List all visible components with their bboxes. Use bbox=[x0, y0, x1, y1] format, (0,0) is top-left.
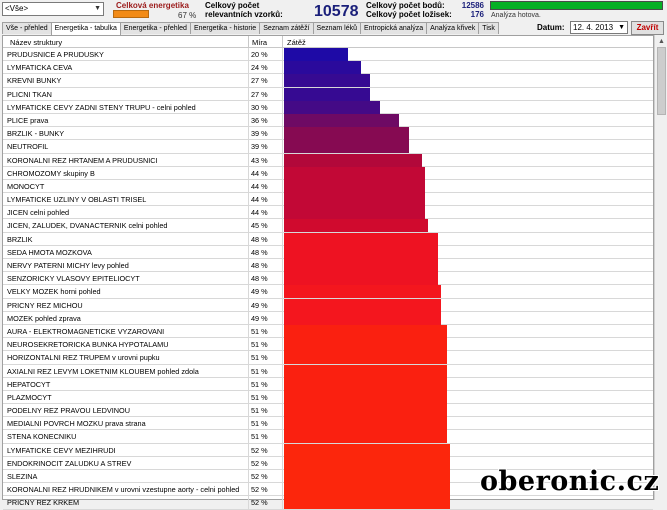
energy-percent: 67 % bbox=[178, 11, 197, 20]
cell-divider bbox=[282, 88, 283, 101]
cell-divider bbox=[282, 457, 283, 470]
cell-divider bbox=[248, 404, 249, 417]
analysis-progress-bar bbox=[490, 1, 663, 10]
date-value: 12. 4. 2013 bbox=[573, 23, 614, 32]
measure-value: 52 % bbox=[251, 458, 268, 468]
chevron-down-icon: ▼ bbox=[618, 24, 625, 31]
cell-divider bbox=[248, 430, 249, 443]
table-row[interactable] bbox=[3, 259, 653, 272]
cell-divider bbox=[282, 404, 283, 417]
cell-divider bbox=[248, 312, 249, 325]
date-label: Datum: bbox=[537, 23, 565, 32]
measure-value: 36 % bbox=[251, 115, 268, 125]
structure-name: AURA - ELEKTROMAGNETICKE VYZAROVANI bbox=[7, 326, 165, 336]
cell-divider bbox=[248, 167, 249, 180]
tab-item[interactable]: Energetika - tabulka bbox=[51, 22, 121, 35]
load-bar bbox=[284, 299, 441, 312]
analysis-status: Analýza hotova. bbox=[491, 12, 541, 19]
load-bar bbox=[284, 206, 425, 219]
measure-value: 39 % bbox=[251, 142, 268, 152]
measure-value: 51 % bbox=[251, 340, 268, 350]
table-row[interactable] bbox=[3, 351, 653, 364]
top-status-bar bbox=[0, 0, 667, 22]
cell-divider bbox=[248, 338, 249, 351]
column-divider[interactable] bbox=[282, 36, 283, 48]
cell-divider bbox=[282, 365, 283, 378]
table-row[interactable] bbox=[3, 193, 653, 206]
load-bar bbox=[284, 457, 450, 470]
cell-divider bbox=[282, 351, 283, 364]
cell-divider bbox=[282, 417, 283, 430]
structure-name: PRICNY REZ KRKEM bbox=[7, 498, 80, 508]
table-row[interactable] bbox=[3, 404, 653, 417]
load-bar bbox=[284, 88, 370, 101]
measure-value: 49 % bbox=[251, 287, 268, 297]
cell-divider bbox=[282, 233, 283, 246]
table-row[interactable] bbox=[3, 101, 653, 114]
table-row[interactable] bbox=[3, 219, 653, 232]
load-bar bbox=[284, 167, 425, 180]
load-bar bbox=[284, 496, 450, 509]
table-row[interactable] bbox=[3, 338, 653, 351]
cell-divider bbox=[282, 272, 283, 285]
table-row[interactable] bbox=[3, 430, 653, 443]
structure-name: PLAZMOCYT bbox=[7, 392, 52, 402]
cell-divider bbox=[248, 193, 249, 206]
cell-divider bbox=[248, 154, 249, 167]
cell-divider bbox=[282, 127, 283, 140]
samples-label-line2: relevantních vzorků: bbox=[205, 10, 283, 19]
column-header-load[interactable]: Zátěž bbox=[287, 38, 306, 47]
measure-value: 27 % bbox=[251, 76, 268, 86]
cell-divider bbox=[248, 259, 249, 272]
measure-value: 48 % bbox=[251, 234, 268, 244]
load-bar bbox=[284, 61, 361, 74]
cell-divider bbox=[282, 312, 283, 325]
cell-divider bbox=[248, 378, 249, 391]
tab-item[interactable]: Seznam léků bbox=[313, 22, 361, 34]
cell-divider bbox=[248, 470, 249, 483]
cell-divider bbox=[248, 365, 249, 378]
structure-name: SLEZINA bbox=[7, 472, 38, 481]
load-bar bbox=[284, 48, 348, 61]
measure-value: 51 % bbox=[251, 406, 268, 416]
load-bar bbox=[284, 140, 409, 153]
structure-name: MOZEK pohled zprava bbox=[7, 313, 81, 323]
load-bar bbox=[284, 338, 447, 351]
table-row[interactable] bbox=[3, 88, 653, 101]
tab-item[interactable]: Analýza křivek bbox=[426, 22, 479, 34]
measure-value: 39 % bbox=[251, 129, 268, 139]
table-row[interactable] bbox=[3, 48, 653, 61]
structure-name: BRZLIK bbox=[7, 234, 33, 244]
scroll-up-icon[interactable]: ▲ bbox=[658, 38, 665, 45]
tab-item[interactable]: Seznam zátěží bbox=[259, 22, 313, 34]
cell-divider bbox=[282, 496, 283, 509]
cell-divider bbox=[248, 127, 249, 140]
cell-divider bbox=[248, 417, 249, 430]
cell-divider bbox=[282, 430, 283, 443]
cell-divider bbox=[282, 180, 283, 193]
measure-value: 51 % bbox=[251, 392, 268, 402]
cell-divider bbox=[248, 325, 249, 338]
structure-name: PLICNI TKAN bbox=[7, 89, 52, 99]
measure-value: 44 % bbox=[251, 208, 268, 218]
structure-name: LYMFATICKE CEVY ZADNI STENY TRUPU - celni pohled bbox=[7, 102, 196, 112]
structure-name: MEDIALNI POVRCH MOZKU prava strana bbox=[7, 419, 146, 429]
cell-divider bbox=[248, 444, 249, 457]
tab-item[interactable]: Vše - přehled bbox=[2, 22, 52, 34]
load-bar bbox=[284, 325, 447, 338]
structure-name: JICEN celni pohled bbox=[7, 208, 70, 218]
measure-value: 44 % bbox=[251, 168, 268, 178]
load-bar bbox=[284, 114, 399, 127]
cell-divider bbox=[282, 299, 283, 312]
table-row[interactable] bbox=[3, 444, 653, 457]
cell-divider bbox=[282, 140, 283, 153]
points-label: Celkový počet bodů: bbox=[366, 1, 445, 10]
samples-label bbox=[205, 1, 305, 19]
table-row[interactable] bbox=[3, 61, 653, 74]
structure-name: SENZORICKY VLASOVY EPITELIOCYT bbox=[7, 274, 140, 284]
table-row[interactable] bbox=[3, 154, 653, 167]
cell-divider bbox=[248, 246, 249, 259]
load-bar bbox=[284, 259, 438, 272]
structure-name: PLICE prava bbox=[7, 115, 49, 125]
measure-value: 30 % bbox=[251, 102, 268, 112]
measure-value: 51 % bbox=[251, 366, 268, 376]
cell-divider bbox=[282, 114, 283, 127]
tab-item[interactable]: Tisk bbox=[478, 22, 499, 34]
measure-value: 51 % bbox=[251, 432, 268, 442]
measure-value: 48 % bbox=[251, 247, 268, 257]
structure-name: KREVNI BUNKY bbox=[7, 76, 62, 86]
measure-value: 52 % bbox=[251, 485, 268, 495]
cell-divider bbox=[282, 219, 283, 232]
tab-item[interactable]: Energetika - historie bbox=[190, 22, 260, 34]
cell-divider bbox=[248, 219, 249, 232]
structure-name: VELKY MOZEK horni pohled bbox=[7, 287, 101, 297]
table-header bbox=[3, 36, 653, 48]
measure-value: 49 % bbox=[251, 313, 268, 323]
structure-name: KORONALNI REZ HRTANEM A PRUDUSNICI bbox=[7, 155, 158, 165]
cell-divider bbox=[248, 483, 249, 496]
cell-divider bbox=[248, 496, 249, 509]
cell-divider bbox=[248, 391, 249, 404]
measure-value: 45 % bbox=[251, 221, 268, 231]
table-row[interactable] bbox=[3, 365, 653, 378]
load-bar bbox=[284, 180, 425, 193]
measure-value: 24 % bbox=[251, 63, 268, 73]
structure-name: MONOCYT bbox=[7, 181, 45, 191]
cell-divider bbox=[282, 246, 283, 259]
cell-divider bbox=[282, 259, 283, 272]
measure-value: 52 % bbox=[251, 445, 268, 455]
watermark-logo: oberonic.cz bbox=[480, 466, 660, 497]
load-bar bbox=[284, 312, 441, 325]
cell-divider bbox=[248, 351, 249, 364]
column-header-name[interactable]: Název struktury bbox=[10, 38, 63, 47]
cell-divider bbox=[248, 233, 249, 246]
cell-divider bbox=[282, 74, 283, 87]
structure-name: HORIZONTALNI REZ TRUPEM v urovni pupku bbox=[7, 353, 160, 363]
cell-divider bbox=[282, 154, 283, 167]
measure-value: 51 % bbox=[251, 353, 268, 363]
cell-divider bbox=[282, 338, 283, 351]
table-row[interactable] bbox=[3, 180, 653, 193]
cell-divider bbox=[282, 378, 283, 391]
table-row[interactable] bbox=[3, 233, 653, 246]
measure-value: 48 % bbox=[251, 261, 268, 270]
cell-divider bbox=[248, 285, 249, 298]
measure-value: 52 % bbox=[251, 498, 268, 508]
column-header-measure[interactable]: Míra bbox=[252, 38, 267, 47]
measure-value: 48 % bbox=[251, 274, 268, 284]
structure-name: KORONALNI REZ HRUDNIKEM v urovni vzestupne aorty - celni pohled bbox=[7, 485, 240, 495]
table-row[interactable] bbox=[3, 496, 653, 509]
filter-value: <Vše> bbox=[5, 4, 29, 13]
cell-divider bbox=[282, 193, 283, 206]
table-row[interactable] bbox=[3, 312, 653, 325]
load-bar bbox=[284, 404, 447, 417]
sites-label: Celkový počet ložisek: bbox=[366, 10, 452, 19]
measure-value: 51 % bbox=[251, 419, 268, 429]
load-bar bbox=[284, 444, 450, 457]
table-row[interactable] bbox=[3, 114, 653, 127]
load-bar bbox=[284, 127, 409, 140]
cell-divider bbox=[248, 457, 249, 470]
measure-value: 20 % bbox=[251, 50, 268, 59]
table-body bbox=[3, 48, 653, 510]
structure-name: LYMFATICKA CEVA bbox=[7, 63, 73, 73]
cell-divider bbox=[282, 470, 283, 483]
load-bar bbox=[284, 378, 447, 391]
chevron-down-icon: ▼ bbox=[94, 5, 101, 12]
load-bar bbox=[284, 193, 425, 206]
cell-divider bbox=[248, 114, 249, 127]
structure-name: NERVY PATERNI MICHY levy pohled bbox=[7, 261, 129, 270]
load-bar bbox=[284, 285, 441, 298]
cell-divider bbox=[282, 325, 283, 338]
measure-value: 44 % bbox=[251, 195, 268, 205]
load-bar bbox=[284, 391, 447, 404]
measure-value: 51 % bbox=[251, 379, 268, 389]
load-bar bbox=[284, 483, 450, 496]
cell-divider bbox=[282, 167, 283, 180]
table-row[interactable] bbox=[3, 167, 653, 180]
structure-name: STENA KONECNIKU bbox=[7, 432, 77, 442]
table-row[interactable] bbox=[3, 74, 653, 87]
table-row[interactable] bbox=[3, 378, 653, 391]
measure-value: 44 % bbox=[251, 181, 268, 191]
vertical-scrollbar[interactable] bbox=[654, 35, 667, 500]
structure-name: SEDA HMOTA MOZKOVA bbox=[7, 247, 92, 257]
load-bar bbox=[284, 74, 370, 87]
cell-divider bbox=[282, 483, 283, 496]
structure-name: PRUDUSNICE A PRUDUSKY bbox=[7, 50, 104, 59]
samples-value: 10578 bbox=[314, 3, 359, 20]
cell-divider bbox=[248, 74, 249, 87]
table-row[interactable] bbox=[3, 391, 653, 404]
structure-name: NEUTROFIL bbox=[7, 142, 49, 152]
counts-labels bbox=[366, 1, 452, 19]
cell-divider bbox=[282, 206, 283, 219]
table-row[interactable] bbox=[3, 127, 653, 140]
cell-divider bbox=[248, 272, 249, 285]
measure-value: 51 % bbox=[251, 326, 268, 336]
table-row[interactable] bbox=[3, 299, 653, 312]
samples-label-line1: Celkový počet bbox=[205, 1, 260, 10]
cell-divider bbox=[248, 299, 249, 312]
tab-item[interactable]: Entropická analýza bbox=[360, 22, 427, 34]
column-divider[interactable] bbox=[248, 36, 249, 48]
load-bar bbox=[284, 365, 447, 378]
tab-strip bbox=[2, 22, 498, 34]
table-row[interactable] bbox=[3, 140, 653, 153]
table-row[interactable] bbox=[3, 206, 653, 219]
filter-dropdown[interactable] bbox=[2, 2, 104, 16]
measure-value: 49 % bbox=[251, 300, 268, 310]
structure-name: HEPATOCYT bbox=[7, 379, 51, 389]
cell-divider bbox=[282, 444, 283, 457]
table-row[interactable] bbox=[3, 272, 653, 285]
cell-divider bbox=[282, 391, 283, 404]
cell-divider bbox=[282, 285, 283, 298]
energy-level-bar bbox=[113, 10, 149, 18]
cell-divider bbox=[248, 206, 249, 219]
structure-name: CHROMOZOMY skupiny B bbox=[7, 168, 95, 178]
table-row[interactable] bbox=[3, 325, 653, 338]
date-picker[interactable] bbox=[570, 21, 628, 34]
load-bar bbox=[284, 430, 447, 443]
scrollbar-thumb[interactable] bbox=[657, 47, 666, 115]
structure-name: JICEN, ZALUDEK, DVANACTERNIK celni pohled bbox=[7, 221, 168, 231]
load-bar bbox=[284, 219, 428, 232]
load-bar bbox=[284, 154, 422, 167]
load-bar bbox=[284, 246, 438, 259]
load-bar bbox=[284, 233, 438, 246]
structure-name: LYMFATICKE CEVY MEZIHRUDI bbox=[7, 445, 116, 455]
measure-value: 27 % bbox=[251, 89, 268, 99]
cell-divider bbox=[282, 48, 283, 61]
measure-value: 52 % bbox=[251, 472, 268, 481]
load-bar bbox=[284, 417, 447, 430]
structure-name: AXIALNI REZ LEVYM LOKETNIM KLOUBEM pohled zdola bbox=[7, 366, 199, 376]
structure-name: PRICNY REZ MICHOU bbox=[7, 300, 83, 310]
points-value: 12586 bbox=[461, 1, 484, 10]
tab-item[interactable]: Energetika - přehled bbox=[120, 22, 191, 34]
table-row[interactable] bbox=[3, 417, 653, 430]
energy-label: Celková energetika bbox=[116, 1, 189, 10]
cell-divider bbox=[248, 48, 249, 61]
structure-name: NEUROSEKRETORICKA BUNKA HYPOTALAMU bbox=[7, 340, 169, 350]
structure-name: PODELNY REZ PRAVOU LEDVINOU bbox=[7, 406, 130, 416]
cell-divider bbox=[248, 88, 249, 101]
cell-divider bbox=[248, 101, 249, 114]
cell-divider bbox=[248, 140, 249, 153]
close-button[interactable]: Zavřít bbox=[631, 21, 664, 35]
load-bar bbox=[284, 272, 438, 285]
table-row[interactable] bbox=[3, 285, 653, 298]
table-row[interactable] bbox=[3, 246, 653, 259]
energy-table bbox=[2, 35, 654, 508]
cell-divider bbox=[248, 180, 249, 193]
load-bar bbox=[284, 351, 447, 364]
cell-divider bbox=[282, 101, 283, 114]
measure-value: 43 % bbox=[251, 155, 268, 165]
load-bar bbox=[284, 101, 380, 114]
structure-name: ENDOKRINOCIT ZALUDKU A STREV bbox=[7, 458, 132, 468]
structure-name: BRZLIK - BUNKY bbox=[7, 129, 65, 139]
cell-divider bbox=[282, 61, 283, 74]
structure-name: LYMFATICKE UZLINY V OBLASTI TRISEL bbox=[7, 195, 147, 205]
cell-divider bbox=[248, 61, 249, 74]
load-bar bbox=[284, 470, 450, 483]
sites-value: 176 bbox=[470, 10, 484, 19]
